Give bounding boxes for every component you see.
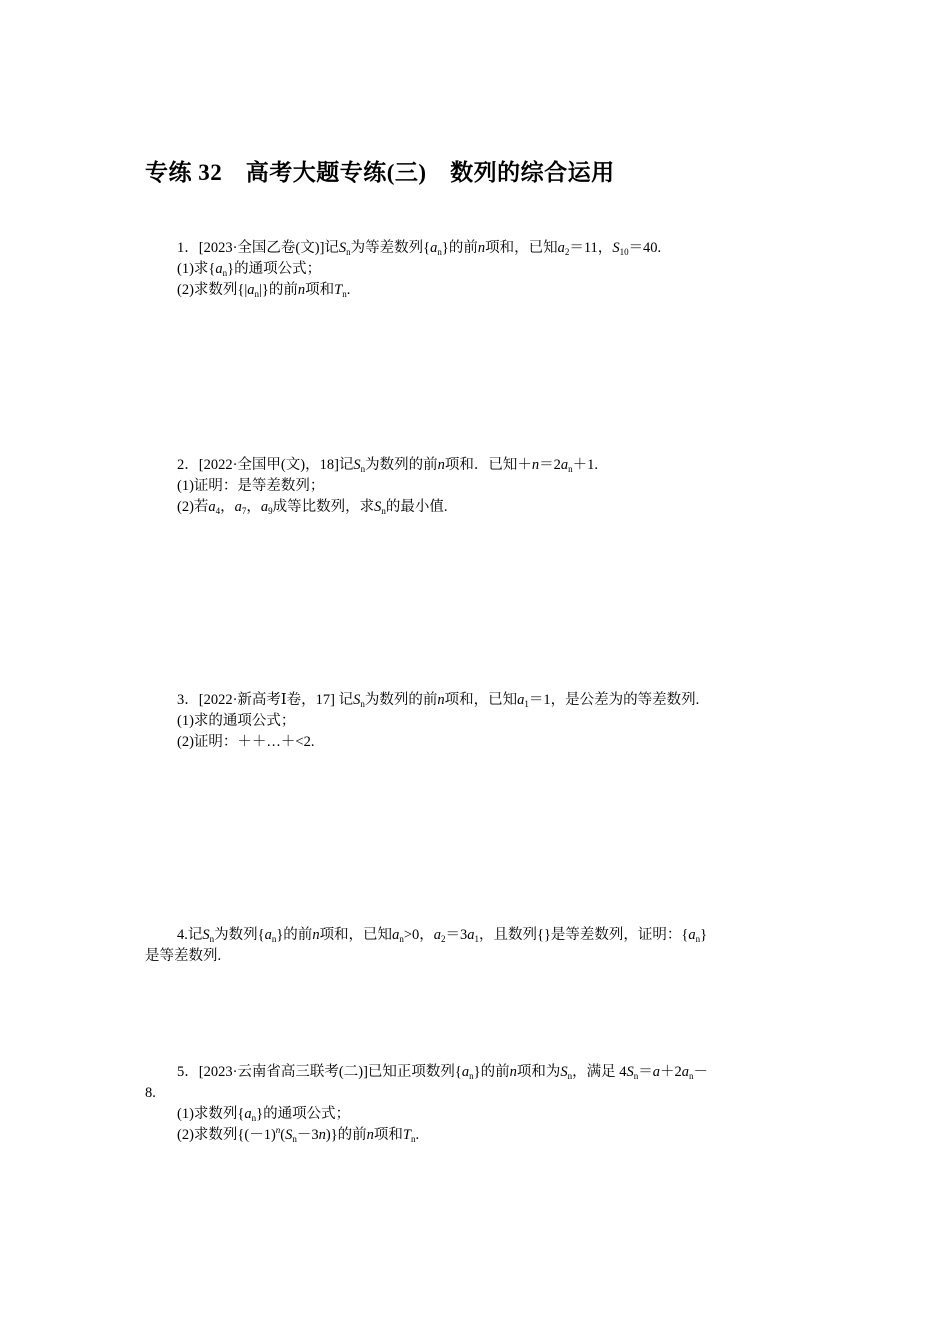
problem-4-continuation: 是等差数列. [145,948,222,964]
problem-3 [145,690,810,753]
problem-1-statement: 1．[2023·全国乙卷(文)]记$S_n$为等差数列$\{a_n\}$的前n项和，已知$a_2=11$，$S_{10}=40$. [177,240,662,257]
problem-5-part-1: (1)求数列$\{a_n\}$的通项公式； [177,1106,351,1123]
page-title: 专练 32 高考大题专练(三) 数列的综合运用 [145,160,615,185]
problem-4-statement: 4.记$S_n$为数列$\{a_n\}$的前n项和，已知$a_n>0$，$a_2=3a_1$，且数列{}是等差数列，证明：$\{a_n\}$ [177,927,708,944]
problem-3-statement: 3．[2022·新高考Ⅰ卷，17] 记$S_n$为数列的前n项和，已知$a_1=1$，是公差为的等差数列. [177,692,700,709]
problem-2-part-2: (2)若$a_4$，$a_7$，$a_9$成等比数列，求$S_n$的最小值. [177,499,448,516]
problem-5-statement: 5．[2023·云南省高三联考(二)]已知正项数列$\{a_n\}$的前n项和为$S_n$，满足 $4S_n=a+2a_n-$ [177,1064,708,1081]
problem-5-continuation: 8. [145,1085,156,1101]
problem-1-part-1: (1)求$\{a_n\}$的通项公式； [177,261,322,278]
problem-2 [145,455,810,518]
problem-1-part-2: (2)求数列$\{|a_n|\}$的前n项和$T_n$. [177,282,351,299]
problem-3-part-2: (2)证明：＋＋…＋<2. [177,734,315,750]
problem-2-statement: 2．[2022·全国甲(文)，18]记$S_n$为数列的前n项和．已知$+n=2a_n+1$. [177,457,599,474]
problem-4 [145,925,810,967]
problem-3-part-1: (1)求的通项公式； [177,713,296,729]
problem-1 [145,238,810,301]
problem-5 [145,1062,810,1146]
problem-5-part-2: (2)求数列$\{(-1)^n(S_n-3n)\}$的前n项和$T_n$. [177,1125,420,1144]
problem-2-part-1: (1)证明：是等差数列； [177,478,325,494]
